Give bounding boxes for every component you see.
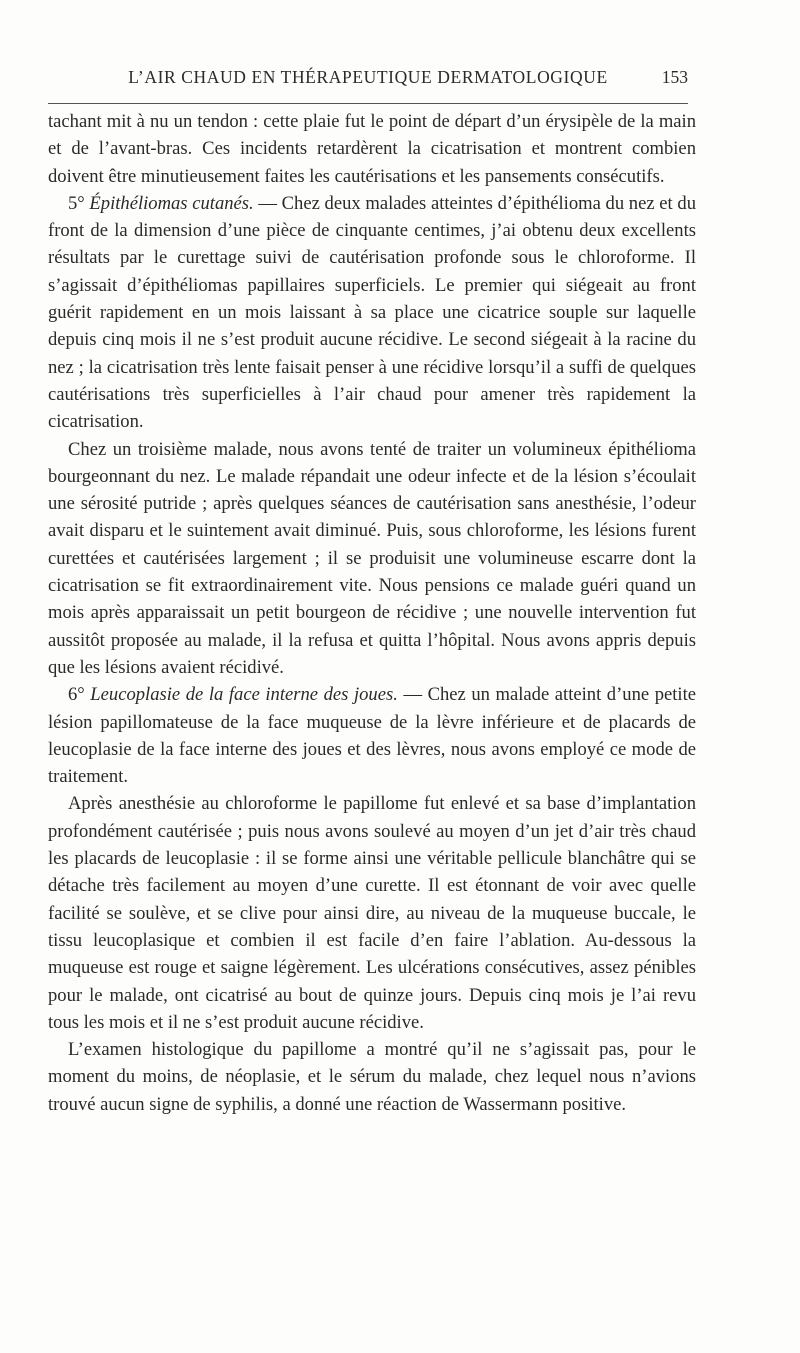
paragraph-text: — Chez un malade atteint d’une petite lésion papillomateuse de la face muqueuse de la lèvre inférieure et de placards de leucoplasie de la face interne des joues et des lèvres, nous avons employé ce mode de traitement.: [48, 684, 696, 788]
section-heading: Leucoplasie de la face interne des joues.: [90, 684, 398, 706]
paragraph-continuation: [48, 108, 696, 190]
paragraph-text: — Chez deux malades atteintes d’épithélioma du nez et du front de la dimension d’une pièce de cinquante centimes, j’ai obtenu deux excellents résultats par le curettage suivi de cautérisation profonde sous le chloroforme. Il s’agissait d’épithéliomas papillaires superficiels. Le premier qui siégeait au front guérit rapidement en un mois laissant à sa place une cicatrice souple sur laquelle depuis cinq mois il ne s’est produit aucune récidive. Le second siégeait à la racine du nez ; la cicatrisation très lente faisait penser à une récidive lorsqu’il a suffi de quelques cautérisations très superficielles à l’air chaud pour amener très rapidement la cicatrisation.: [48, 192, 696, 433]
paragraph-third-patient: [48, 436, 696, 682]
paragraph-histology: [48, 1036, 696, 1118]
paragraph-text: Après anesthésie au chloroforme le papillome fut enlevé et sa base d’implantation profondément cautérisée ; puis nous avons soulevé au moyen d’un jet d’air très chaud les placards de leucoplasie : il se forme ainsi une véritable pellicule blanchâtre qui se détache très facilement au moyen d’une curette. Il est étonnant de voir avec quelle facilité se soulève, et se clive pour ainsi dire, au niveau de la muqueuse buccale, le tissu leucoplasique et combien il est facile d’en faire l’ablation. Au-dessous la muqueuse est rouge et saigne légèrement. Les ulcérations consécutives, assez pénibles pour le malade, ont cicatrisé au bout de quinze jours. Depuis cinq mois je l’ai revu tous les mois et il ne s’est produit aucune récidive.: [48, 793, 696, 1033]
paragraph-text: L’examen histologique du papillome a montré qu’il ne s’agissait pas, pour le moment du moins, de néoplasie, et le sérum du malade, chez lequel nous n’avions trouvé aucun signe de syphilis, a donné une réaction de Wassermann positive.: [48, 1039, 696, 1115]
paragraph-text: Chez un troisième malade, nous avons tenté de traiter un volumineux épithélioma bourgeonnant du nez. Le malade répandait une odeur infecte et de la lésion s’écoulait une sérosité putride ; après quelques séances de cautérisation sans anesthésie, l’odeur avait disparu et le suintement avait diminué. Puis, sous chloroforme, les lésions furent curettées et cautérisées largement ; il se produisit une volumineuse escarre dont la cicatrisation se fit extraordinairement vite. Nous pensions ce malade guéri quand un mois après apparaissait un petit bourgeon de récidive ; une nouvelle intervention fut aussitôt proposée au malade, il la refusa et quitta l’hôpital. Nous avons appris depuis que les lésions avaient récidivé.: [48, 438, 696, 678]
section-number: 5°: [68, 192, 90, 214]
header-rule: [48, 103, 688, 104]
paragraph-anesthesia: [48, 790, 696, 1036]
section-leucoplasie: [48, 681, 696, 790]
body-text: [48, 108, 696, 1118]
running-head: [48, 62, 688, 92]
paragraph-text: tachant mit à nu un tendon : cette plaie fut le point de départ d’un érysipèle de la main et de l’avant-bras. Ces incidents retardèrent la cicatrisation et montrent combien doivent être minutieusement faites les cautérisations et les pansements consécutifs.: [48, 111, 696, 187]
section-number: 6°: [68, 684, 91, 706]
section-epitheliomas: [48, 190, 696, 436]
page-number: 153: [661, 67, 688, 87]
section-heading: Épithéliomas cutanés.: [89, 192, 254, 214]
running-title: L’AIR CHAUD EN THÉRAPEUTIQUE DERMATOLOGIQUE: [128, 67, 608, 87]
